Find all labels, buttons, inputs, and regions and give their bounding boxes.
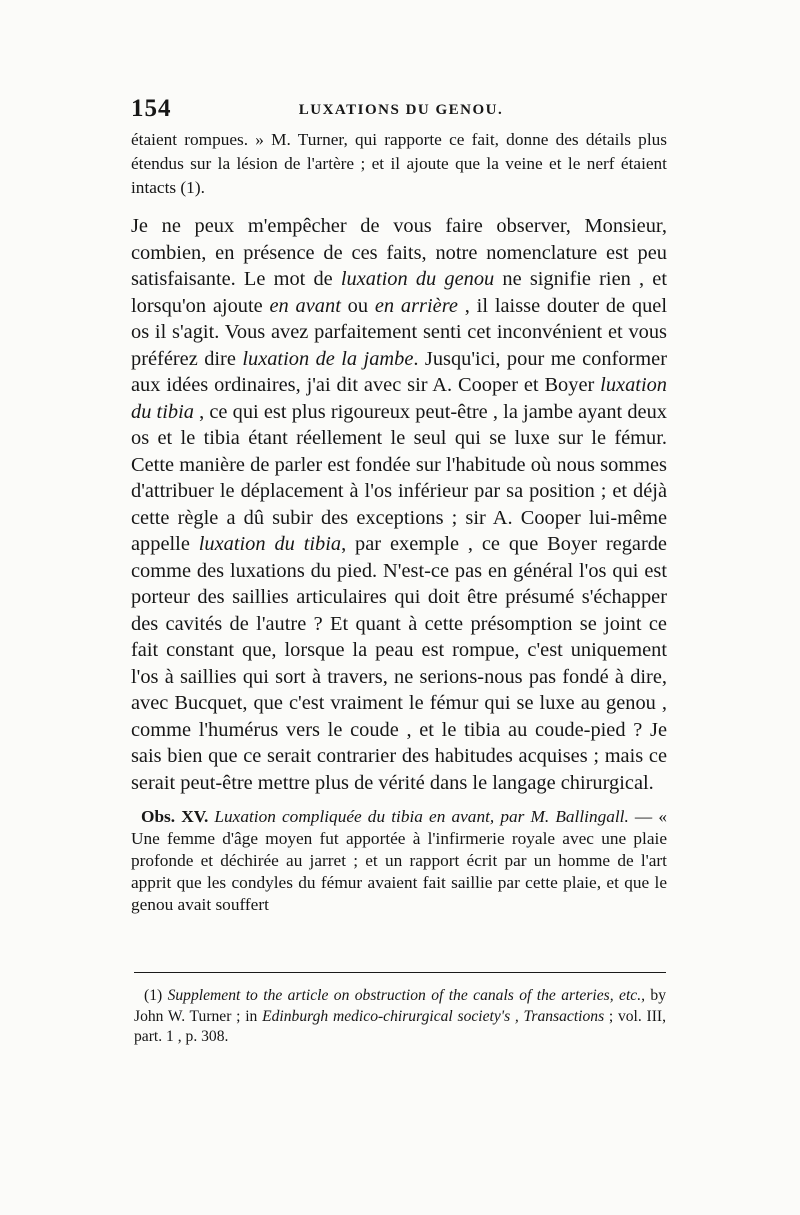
text-run: Je ne peux m'empêcher de vous faire observer, Monsieur, combien, en présence de ces faits, notre nomenclature est peu satisfaisante. Le mot de [131,215,667,291]
paragraph-nomenclature [131,213,667,796]
italic-term: luxation du tibia [131,374,667,423]
footnote-text: ; vol. III, part. 1 , p. 308. [134,1007,666,1045]
italic-term: luxation du genou [340,268,495,291]
footnote-mark: (1) [144,987,168,1004]
observation-title: Luxation compliquée du tibia en avant, par M. Ballingall. [208,807,629,827]
footnote [134,986,666,1048]
italic-term: en avant [269,294,341,317]
page-number: 154 [131,95,172,122]
text-run: , ce qui est plus rigoureux peut-être , la jambe ayant deux os et le tibia étant réellement le seul qui se luxe sur le fémur. Cette manière de parler est fondée sur l'habitude où nous sommes d'attribuer le déplacement à l'os inférieur par sa position ; et déjà cette règle a dû subir des exceptions ; sir A. Cooper lui-même appelle [131,400,667,556]
paragraph-continuation: étaient rompues. » M. Turner, qui rapporte ce fait, donne des détails plus étendus sur la lésion de l'artère ; et il ajoute que la veine et le nerf étaient intacts (1). [131,130,667,197]
observation-label: Obs. XV. [141,807,209,827]
observation-text: — « Une femme d'âge moyen fut apportée à l'infirmerie royale avec une plaie profonde et déchirée au jarret ; et un rapport écrit par un homme de l'art apprit que les condyles du fémur avaient fait saillie par cette plaie, et que le genou avait souffert [131,807,667,914]
text-run: ne signifie rien , et lorsqu'on ajoute [131,268,667,317]
footnote-rule [134,972,666,973]
body-text [131,128,667,915]
text-run: ou [340,294,375,317]
observation-paragraph [131,806,667,915]
footnote-text: by John W. Turner ; in [134,987,666,1025]
running-title: LUXATIONS DU GENOU. [298,102,504,118]
italic-term: luxation de la jambe [242,347,414,370]
footnote-title: Supplement to the article on obstruction of the canals of the arteries, etc., [167,987,645,1004]
footnote-journal: Edinburgh medico-chirurgical society's , Transactions [262,1007,605,1025]
text-run: , il laisse douter de quel os il s'agit. Vous avez parfaitement senti cet inconvénient et vous préférez dire [131,294,667,370]
italic-term: luxation du tibia [198,533,342,556]
italic-term: en arrière [374,294,458,317]
page-header [131,95,671,125]
text-run: , par exemple , ce que Boyer regarde comme des luxations du pied. N'est-ce pas en général l'os qui est porteur des saillies articulaires qui doit être présumé s'échapper des cavités de l'autre ? Et quant à cette présomption se joint ce fait constant que, lorsque la peau est rompue, c'est uniquement l'os à saillies qui sort à travers, ne serions-nous pas fondé à dire, avec Bucquet, que c'est vraiment le fémur qui se luxe au genou , comme l'humérus vers le coude , et le tibia au coude-pied ? Je sais bien que ce serait contrarier des habitudes acquises ; mais ce serait peut-être mettre plus de vérité dans le langage chirurgical. [131,533,667,794]
text-run: . Jusqu'ici, pour me conformer aux idées ordinaires, j'ai dit avec sir A. Cooper et Boyer [131,347,667,397]
